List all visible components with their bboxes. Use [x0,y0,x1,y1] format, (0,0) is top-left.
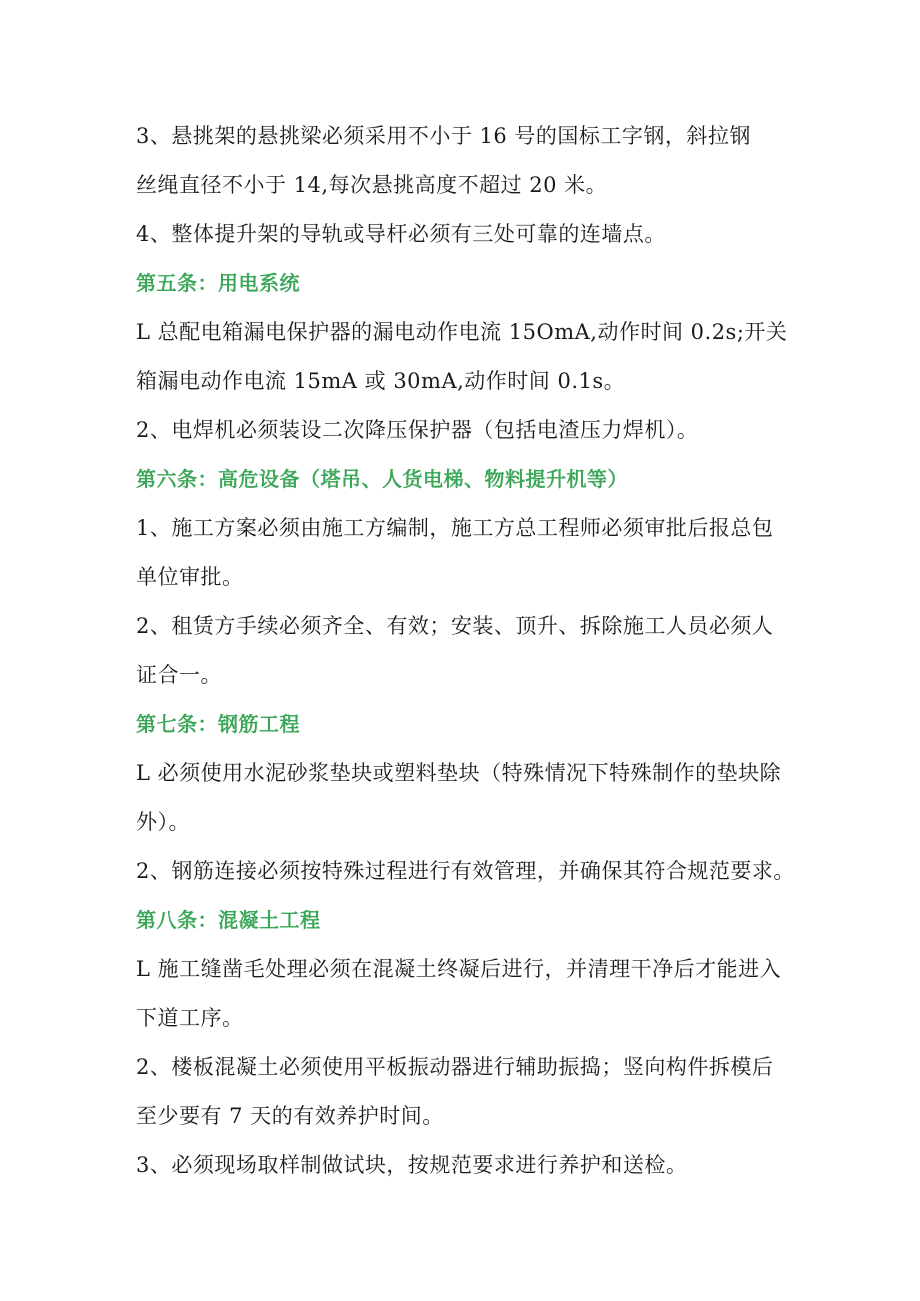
paragraph-line: 2、楼板混凝土必须使用平板振动器进行辅助振捣；竖向构件拆模后 [136,1055,774,1079]
paragraph-line: 至少要有 7 天的有效养护时间。 [136,1104,444,1128]
document-page [136,112,816,1190]
paragraph-line: 2、电焊机必须装设二次降压保护器（包括电渣压力焊机）。 [136,418,699,442]
paragraph-line: L 必须使用水泥砂浆垫块或塑料垫块（特殊情况下特殊制作的垫块除 [136,761,782,785]
paragraph-line: 外）。 [136,810,190,834]
paragraph-line: 2、租赁方手续必须齐全、有效；安装、顶升、拆除施工人员必须人 [136,614,774,638]
paragraph-line: L 总配电箱漏电保护器的漏电动作电流 15OmA,动作时间 0.2s;开关 [136,320,788,344]
section-heading: 第六条：高危设备（塔吊、人货电梯、物料提升机等） [136,467,628,491]
paragraph-line: 4、整体提升架的导轨或导杆必须有三处可靠的连墙点。 [136,222,666,246]
paragraph-line: 3、必须现场取样制做试块，按规范要求进行养护和送检。 [136,1153,688,1177]
paragraph-line: 3、悬挑架的悬挑梁必须采用不小于 16 号的国标工字钢，斜拉钢 [136,124,751,148]
paragraph-line: 丝绳直径不小于 14,每次悬挑高度不超过 20 米。 [136,173,608,197]
paragraph-line: L 施工缝凿毛处理必须在混凝土终凝后进行，并清理干净后才能进入 [136,957,782,981]
paragraph-line: 2、钢筋连接必须按特殊过程进行有效管理，并确保其符合规范要求。 [136,859,795,883]
paragraph-line: 证合一。 [136,663,222,687]
paragraph-line: 1、施工方案必须由施工方编制，施工方总工程师必须审批后报总包 [136,516,774,540]
section-heading: 第七条：钢筋工程 [136,712,300,736]
paragraph-line: 下道工序。 [136,1006,244,1030]
section-heading: 第五条：用电系统 [136,271,300,295]
paragraph-line: 单位审批。 [136,565,244,589]
paragraph-line: 箱漏电动作电流 15mA 或 30mA,动作时间 0.1s。 [136,369,626,393]
section-heading: 第八条：混凝土工程 [136,908,321,932]
